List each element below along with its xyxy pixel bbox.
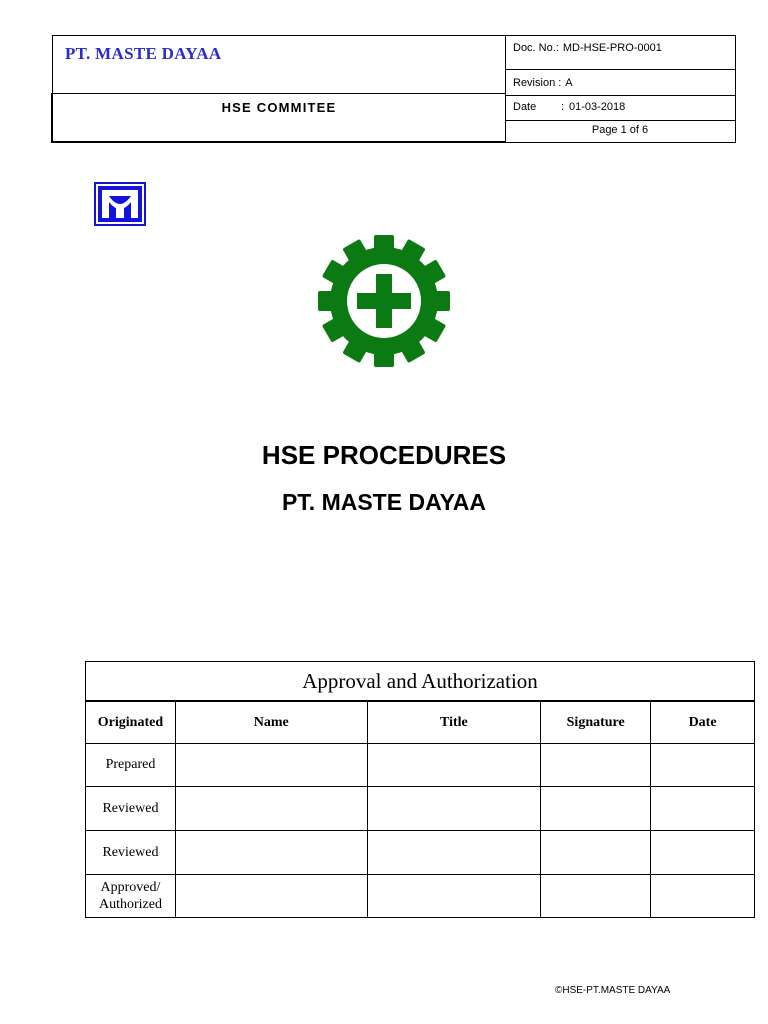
row-originated: Reviewed [86, 787, 176, 831]
name-cell [175, 831, 367, 875]
column-header-date: Date [651, 701, 755, 744]
header-department-cell [51, 93, 506, 143]
footer-copyright: ©HSE-PT.MASTE DAYAA [555, 985, 671, 996]
column-header-originated: Originated [86, 701, 176, 744]
signature-cell [541, 787, 651, 831]
table-row [86, 875, 755, 918]
approval-caption: Approval and Authorization [86, 662, 755, 702]
row-originated [86, 875, 176, 918]
page-subtitle: PT. MASTE DAYAA [281, 489, 487, 515]
table-row [86, 744, 755, 787]
doc-number: MD-HSE-PRO-0001 [562, 42, 662, 54]
department-name: HSE COMMITEE [221, 100, 337, 115]
revision-value: A [565, 77, 573, 89]
page-number: Page 1 of 6 [591, 124, 649, 136]
doc-number-label: Doc. No.: [513, 42, 559, 54]
title-cell [367, 831, 541, 875]
column-header-title: Title [367, 701, 541, 744]
revision-label: Revision : [513, 77, 562, 89]
name-cell [175, 744, 367, 787]
signature-cell [541, 875, 651, 918]
signature-cell [541, 831, 651, 875]
safety-gear-cross-icon [310, 234, 458, 368]
page-row [505, 121, 735, 143]
name-cell [175, 875, 367, 918]
header-document-info [505, 35, 736, 143]
date-value: 01-03-2018 [569, 101, 626, 113]
doc-number-row [505, 36, 735, 70]
date-row [505, 96, 735, 121]
date-separator: : [561, 101, 565, 113]
date-cell [651, 831, 755, 875]
table-row [86, 831, 755, 875]
date-cell [651, 744, 755, 787]
title-cell [367, 787, 541, 831]
originated-line-1: Approved/ [100, 880, 161, 895]
column-header-name: Name [175, 701, 367, 744]
header-company-cell [52, 35, 506, 94]
approval-table [85, 661, 755, 918]
table-row [86, 787, 755, 831]
date-cell [651, 875, 755, 918]
page-title: HSE PROCEDURES [261, 440, 507, 470]
table-header-row [86, 701, 755, 744]
company-logo-icon [94, 182, 146, 226]
row-originated: Reviewed [86, 831, 176, 875]
title-cell [367, 875, 541, 918]
revision-row [505, 70, 735, 96]
column-header-signature: Signature [541, 701, 651, 744]
date-label: Date [513, 101, 537, 113]
row-originated: Prepared [86, 744, 176, 787]
company-name: PT. MASTE DAYAA [65, 44, 222, 63]
title-cell [367, 744, 541, 787]
originated-line-2: Authorized [98, 897, 162, 912]
date-cell [651, 787, 755, 831]
name-cell [175, 787, 367, 831]
signature-cell [541, 744, 651, 787]
